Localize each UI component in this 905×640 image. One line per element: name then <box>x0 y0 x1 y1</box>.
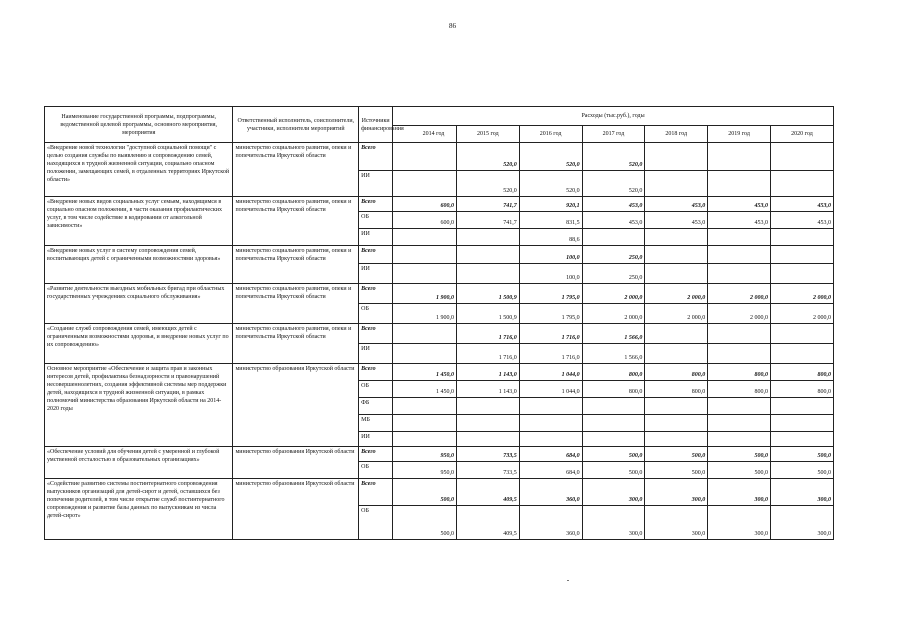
expense-cell: 800,0 <box>708 364 771 381</box>
funding-source: ОБ <box>359 462 393 479</box>
expense-cell: 2 000,0 <box>645 304 708 324</box>
expense-cell: 100,0 <box>519 264 582 284</box>
expense-cell: 2 000,0 <box>771 284 834 304</box>
expense-cell <box>582 432 645 447</box>
expense-cell <box>645 264 708 284</box>
expense-cell: 1 900,0 <box>411 284 456 304</box>
expense-cell: 300,0 <box>582 506 645 540</box>
expense-cell: 453,0 <box>708 197 771 212</box>
expense-cell: 741,7 <box>456 197 519 212</box>
expense-cell: 500,0 <box>645 462 708 479</box>
expense-cell <box>456 229 519 246</box>
expense-cell <box>393 415 412 432</box>
expense-cell: 741,7 <box>456 212 519 229</box>
measure-executor: министерство социального развития, опеки и попечительства Иркутской области <box>233 324 359 364</box>
expense-cell: 950,0 <box>411 462 456 479</box>
expense-cell <box>645 246 708 264</box>
measure-executor: министерство социального развития, опеки и попечительства Иркутской области <box>233 246 359 284</box>
expense-cell: 250,0 <box>582 264 645 284</box>
expense-cell <box>771 344 834 364</box>
measure-name: «Развитие деятельности выездных мобильных бригад при областных государственных учреждениях социального обслуживания» <box>45 284 233 324</box>
budget-table <box>44 106 834 540</box>
header-year: 2015 год <box>456 126 519 143</box>
funding-source: ИИ <box>359 229 393 246</box>
expense-cell <box>411 324 456 344</box>
expense-cell <box>456 246 519 264</box>
expense-cell: 520,0 <box>456 171 519 197</box>
expense-cell <box>708 432 771 447</box>
funding-source: Всего <box>359 447 393 462</box>
funding-source: ОБ <box>359 506 393 540</box>
expense-cell <box>645 398 708 415</box>
expense-cell <box>771 229 834 246</box>
expense-cell <box>582 398 645 415</box>
page-number: 86 <box>449 22 456 30</box>
measure-name: «Обеспечение условий для обучения детей с умеренной и глубокой умственной отсталостью в образовательных организациях» <box>45 447 233 479</box>
expense-cell: 800,0 <box>582 364 645 381</box>
measure-executor: министерство социального развития, опеки и попечительства Иркутской области <box>233 197 359 246</box>
expense-cell <box>771 246 834 264</box>
expense-cell <box>393 246 412 264</box>
expense-cell <box>645 143 708 171</box>
expense-cell: 831,5 <box>519 212 582 229</box>
expense-cell: 2 000,0 <box>708 284 771 304</box>
expense-cell: 2 000,0 <box>582 284 645 304</box>
table-body <box>45 107 834 540</box>
expense-cell <box>411 264 456 284</box>
expense-cell: 800,0 <box>708 381 771 398</box>
expense-cell: 453,0 <box>771 197 834 212</box>
expense-cell <box>456 432 519 447</box>
measure-name: «Внедрение новой технологии "доступной социальной помощи" с целью создания службы по выявлению и сопровождению семей, находящихся в трудной жизненной ситуации, социально опасном положении, замещающих семей, в отдаленных территориях Иркутской области» <box>45 143 233 197</box>
expense-cell: 500,0 <box>708 447 771 462</box>
table-row <box>45 143 834 171</box>
expense-cell <box>393 398 412 415</box>
expense-cell: 500,0 <box>771 447 834 462</box>
funding-source: Всего <box>359 324 393 344</box>
expense-cell <box>708 171 771 197</box>
expense-cell <box>393 381 412 398</box>
expense-cell <box>393 171 412 197</box>
table-row <box>45 364 834 381</box>
expense-cell: 360,0 <box>519 479 582 506</box>
expense-cell <box>708 246 771 264</box>
table-row <box>45 284 834 304</box>
expense-cell: 2 000,0 <box>582 304 645 324</box>
expense-cell <box>519 432 582 447</box>
measure-executor: министерство образования Иркутской области <box>233 364 359 447</box>
expense-cell <box>393 324 412 344</box>
expense-cell <box>645 324 708 344</box>
expense-cell <box>393 284 412 304</box>
header-executor: Ответственный исполнитель, соисполнители, участники, исполнители мероприятий <box>233 107 359 143</box>
funding-source: Всего <box>359 246 393 264</box>
table-row <box>45 197 834 212</box>
expense-cell: 600,0 <box>411 197 456 212</box>
expense-cell: 1 450,0 <box>411 381 456 398</box>
expense-cell: 800,0 <box>771 364 834 381</box>
expense-cell <box>393 212 412 229</box>
table-row <box>45 324 834 344</box>
expense-cell <box>771 264 834 284</box>
expense-cell: 1 566,0 <box>582 324 645 344</box>
expense-cell: 500,0 <box>582 447 645 462</box>
expense-cell: 500,0 <box>645 447 708 462</box>
expense-cell <box>393 264 412 284</box>
expense-cell <box>411 344 456 364</box>
expense-cell <box>411 246 456 264</box>
expense-cell: 950,0 <box>411 447 456 462</box>
funding-source: ОБ <box>359 304 393 324</box>
expense-cell: 733,5 <box>456 462 519 479</box>
expense-cell: 800,0 <box>771 381 834 398</box>
expense-cell <box>582 415 645 432</box>
expense-cell <box>645 171 708 197</box>
expense-cell <box>393 364 412 381</box>
expense-cell: 520,0 <box>519 171 582 197</box>
expense-cell <box>771 432 834 447</box>
expense-cell <box>582 229 645 246</box>
expense-cell: 1 716,0 <box>456 344 519 364</box>
funding-source: ИИ <box>359 171 393 197</box>
expense-cell: 520,0 <box>582 143 645 171</box>
expense-cell: 300,0 <box>771 479 834 506</box>
funding-source: Всего <box>359 479 393 506</box>
expense-cell: 800,0 <box>582 381 645 398</box>
expense-cell: 2 000,0 <box>771 304 834 324</box>
expense-cell <box>456 398 519 415</box>
expense-cell <box>771 171 834 197</box>
expense-cell <box>393 506 412 540</box>
expense-cell: 1 795,0 <box>519 304 582 324</box>
funding-source: Всего <box>359 364 393 381</box>
funding-source: ИИ <box>359 344 393 364</box>
header-year: 2016 год <box>519 126 582 143</box>
expense-cell <box>393 447 412 462</box>
expense-cell: 453,0 <box>708 212 771 229</box>
header-year: 2019 год <box>708 126 771 143</box>
expense-cell <box>411 398 456 415</box>
header-year: 2017 год <box>582 126 645 143</box>
measure-name: «Создание служб сопровождения семей, имеющих детей с ограниченными возможностями здоровья, и внедрение новых услуг по их сопровождению» <box>45 324 233 364</box>
expense-cell <box>708 264 771 284</box>
expense-cell <box>393 304 412 324</box>
expense-cell <box>645 344 708 364</box>
expense-cell <box>411 229 456 246</box>
expense-cell: 920,1 <box>519 197 582 212</box>
expense-cell: 453,0 <box>582 197 645 212</box>
expense-cell: 800,0 <box>645 364 708 381</box>
expense-cell: 733,5 <box>456 447 519 462</box>
funding-source: ИИ <box>359 264 393 284</box>
expense-cell: 684,0 <box>519 462 582 479</box>
expense-cell <box>708 415 771 432</box>
expense-cell: 1 566,0 <box>582 344 645 364</box>
expense-cell <box>771 415 834 432</box>
funding-source: Всего <box>359 284 393 304</box>
expense-cell: 500,0 <box>411 479 456 506</box>
expense-cell: 600,0 <box>411 212 456 229</box>
header-expenses: Расходы (тыс.руб.), годы <box>393 107 834 126</box>
expense-cell: 453,0 <box>645 212 708 229</box>
expense-cell: 520,0 <box>456 143 519 171</box>
expense-cell <box>708 344 771 364</box>
expense-cell: 800,0 <box>645 381 708 398</box>
expense-cell: 453,0 <box>645 197 708 212</box>
expense-cell: 1 143,0 <box>456 364 519 381</box>
expense-cell <box>411 415 456 432</box>
measure-executor: министерство социального развития, опеки и попечительства Иркутской области <box>233 143 359 197</box>
table-row <box>45 246 834 264</box>
funding-source: ОБ <box>359 381 393 398</box>
expense-cell: 500,0 <box>411 506 456 540</box>
expense-cell <box>645 432 708 447</box>
expense-cell: 300,0 <box>708 479 771 506</box>
expense-cell <box>708 398 771 415</box>
expense-cell: 520,0 <box>582 171 645 197</box>
expense-cell <box>456 264 519 284</box>
measure-executor: министерство образования Иркутской области <box>233 447 359 479</box>
expense-cell <box>411 432 456 447</box>
expense-cell <box>456 415 519 432</box>
expense-cell <box>393 197 412 212</box>
header-year: 2014 год <box>411 126 456 143</box>
expense-cell <box>411 171 456 197</box>
header-name: Наименование государственной программы, подпрограммы, ведомственной целевой программы, основного мероприятия, мероприятия <box>45 107 233 143</box>
expense-cell: 1 044,0 <box>519 364 582 381</box>
expense-cell: 1 044,0 <box>519 381 582 398</box>
expense-cell <box>708 324 771 344</box>
expense-cell: 500,0 <box>771 462 834 479</box>
expense-cell <box>411 143 456 171</box>
expense-cell: 1 900,0 <box>411 304 456 324</box>
expense-cell: 2 000,0 <box>645 284 708 304</box>
header-year: 2018 год <box>645 126 708 143</box>
table-row <box>45 447 834 462</box>
expense-cell: 1 716,0 <box>519 324 582 344</box>
expense-cell: 360,0 <box>519 506 582 540</box>
expense-cell: 1 716,0 <box>519 344 582 364</box>
expense-cell <box>393 462 412 479</box>
expense-cell <box>771 143 834 171</box>
header-row-top <box>45 107 834 126</box>
expense-cell: 88,6 <box>519 229 582 246</box>
expense-cell: 1 450,0 <box>411 364 456 381</box>
expense-cell <box>708 229 771 246</box>
funding-source: ФБ <box>359 398 393 415</box>
expense-cell: 1 500,9 <box>456 284 519 304</box>
expense-cell <box>645 415 708 432</box>
expense-cell: 1 500,9 <box>456 304 519 324</box>
expense-cell <box>771 324 834 344</box>
expense-cell <box>393 479 412 506</box>
funding-source: МБ <box>359 415 393 432</box>
header-year: 2020 год <box>771 126 834 143</box>
funding-source: ИИ <box>359 432 393 447</box>
scan-mark <box>567 580 569 581</box>
expense-cell: 300,0 <box>645 506 708 540</box>
expense-cell <box>771 398 834 415</box>
expense-cell: 409,5 <box>456 506 519 540</box>
expense-cell: 409,5 <box>456 479 519 506</box>
funding-source: Всего <box>359 197 393 212</box>
expense-cell: 100,0 <box>519 246 582 264</box>
measure-executor: министерство образования Иркутской области <box>233 479 359 540</box>
expense-cell <box>708 143 771 171</box>
expense-cell <box>519 398 582 415</box>
expense-cell: 453,0 <box>582 212 645 229</box>
expense-cell <box>393 432 412 447</box>
funding-source: ОБ <box>359 212 393 229</box>
measure-executor: министерство социального развития, опеки и попечительства Иркутской области <box>233 284 359 324</box>
expense-cell: 1 795,0 <box>519 284 582 304</box>
expense-cell: 300,0 <box>708 506 771 540</box>
expense-cell: 520,0 <box>519 143 582 171</box>
measure-name: «Содействие развитию системы постинтернатного сопровождения выпускников организаций для детей-сирот и детей, оставшихся без попечения родителей, в том числе открытие служб постинтернатного сопровождения и развитие базы данных по выпускникам из числа детей-сирот» <box>45 479 233 540</box>
expense-cell <box>519 415 582 432</box>
expense-cell: 250,0 <box>582 246 645 264</box>
expense-cell: 1 143,0 <box>456 381 519 398</box>
expense-cell: 684,0 <box>519 447 582 462</box>
header-source: Источники финансирования <box>359 107 393 143</box>
expense-cell: 453,0 <box>771 212 834 229</box>
measure-name: «Внедрение новых видов социальных услуг семьям, находящимся в социально опасном положении, в части оказания профилактических услуг, в том числе содействие в кодировании от алкогольной зависимости» <box>45 197 233 246</box>
expense-cell: 300,0 <box>645 479 708 506</box>
expense-cell <box>393 344 412 364</box>
measure-name: «Внедрение новых услуг в систему сопровождения семей, воспитывающих детей с ограниченными возможностями здоровья» <box>45 246 233 284</box>
expense-cell: 300,0 <box>582 479 645 506</box>
measure-name: Основное мероприятие «Обеспечение и защита прав и законных интересов детей, профилактика безнадзорности и правонарушений несовершеннолетних, создания эффективной системы мер поддержки детей, находящихся в трудной жизненной ситуации, в рамках полномочий министерства образования Иркутской области на 2014-2020 годы <box>45 364 233 447</box>
expense-cell: 300,0 <box>771 506 834 540</box>
expense-cell <box>393 143 412 171</box>
expense-cell: 1 716,0 <box>456 324 519 344</box>
table-row <box>45 479 834 506</box>
expense-cell: 2 000,0 <box>708 304 771 324</box>
funding-source: Всего <box>359 143 393 171</box>
expense-cell <box>645 229 708 246</box>
expense-cell: 500,0 <box>708 462 771 479</box>
expense-cell <box>393 229 412 246</box>
expense-cell: 500,0 <box>582 462 645 479</box>
